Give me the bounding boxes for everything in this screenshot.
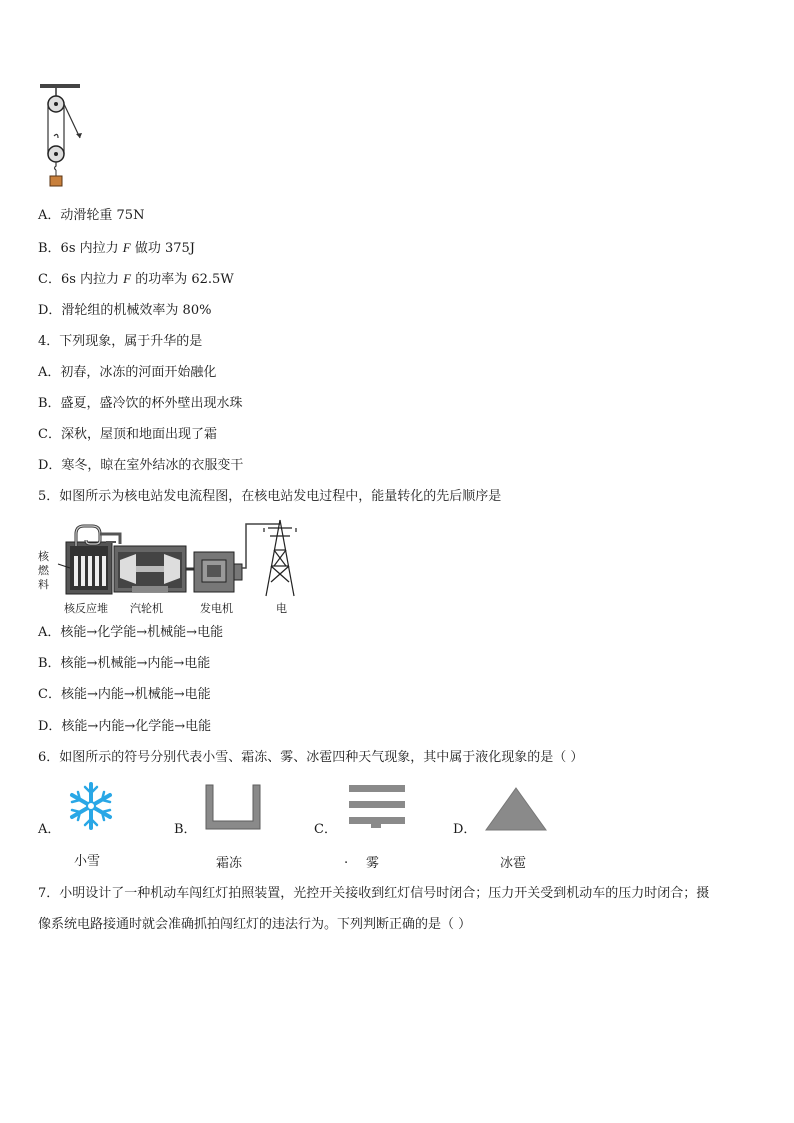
q6-caption-d: 冰雹 [500, 856, 527, 871]
q4-option-c: C．深秋，屋顶和地面出现了霜 [38, 427, 217, 442]
q6-caption-a: 小雪 [74, 854, 101, 869]
label-turbine: 汽轮机 [130, 602, 163, 615]
generator-icon [194, 552, 242, 592]
q3-option-d: D．滑轮组的机械效率为 80% [38, 303, 212, 318]
q6-stem: 6．如图所示的符号分别代表小雪、霜冻、雾、冰雹四种天气现象，其中属于液化现象的是（ ） [38, 750, 584, 765]
pulley-system-figure [40, 84, 90, 190]
label-reactor: 核反应堆 [64, 602, 108, 615]
q6-caption-b: 霜冻 [216, 856, 243, 871]
q4-option-d: D．寒冬，晾在室外结冰的衣服变干 [38, 458, 244, 473]
q6-letter-c: C． [314, 822, 337, 837]
q3-option-b: B．6s 内拉力 F 做功 375J [38, 240, 196, 256]
q4-stem: 4．下列现象，属于升华的是 [38, 334, 203, 349]
q4-option-b: B．盛夏，盛冷饮的杯外壁出现水珠 [38, 396, 243, 411]
q6-letter-b: B． [174, 822, 197, 837]
label-generator: 发电机 [200, 602, 233, 615]
frost-icon [204, 783, 262, 831]
q3-option-c: C．6s 内拉力 F 的功率为 62.5W [38, 271, 234, 287]
q3-option-a: A．动滑轮重 75N [38, 208, 145, 223]
label-electricity: 电 [276, 602, 287, 615]
fuel-label-2: 燃 [38, 564, 49, 577]
reactor-icon [58, 526, 112, 594]
fog-icon [347, 783, 407, 833]
q4-option-a: A．初春，冰冻的河面开始融化 [38, 365, 217, 380]
q7-stem-line2: 像系统电路接通时就会准确抓拍闯红灯的违法行为。下列判断正确的是（ ） [38, 917, 472, 932]
turbine-icon [114, 546, 186, 592]
q6-fog-dot: . [344, 852, 349, 867]
q6-letter-a: A． [38, 822, 61, 837]
fuel-label-1: 核 [38, 550, 49, 563]
q5-stem: 5．如图所示为核电站发电流程图，在核电站发电过程中，能量转化的先后顺序是 [38, 489, 502, 504]
q5-option-a: A．核能→化学能→机械能→电能 [38, 625, 224, 640]
fuel-label-3: 料 [38, 578, 49, 591]
q6-caption-c: 雾 [366, 856, 380, 871]
snowflake-icon [66, 781, 116, 831]
q6-letter-d: D． [453, 822, 477, 837]
q5-option-d: D．核能→内能→化学能→电能 [38, 719, 212, 734]
nuclear-plant-figure [36, 516, 306, 616]
q5-option-b: B．核能→机械能→内能→电能 [38, 656, 211, 671]
q5-option-c: C．核能→内能→机械能→电能 [38, 687, 211, 702]
hail-icon [484, 786, 548, 832]
q7-stem-line1: 7．小明设计了一种机动车闯红灯拍照装置，光控开关接收到红灯信号时闭合；压力开关受到机动车的压力时闭合；摄 [38, 886, 710, 901]
power-tower-icon [264, 520, 296, 596]
